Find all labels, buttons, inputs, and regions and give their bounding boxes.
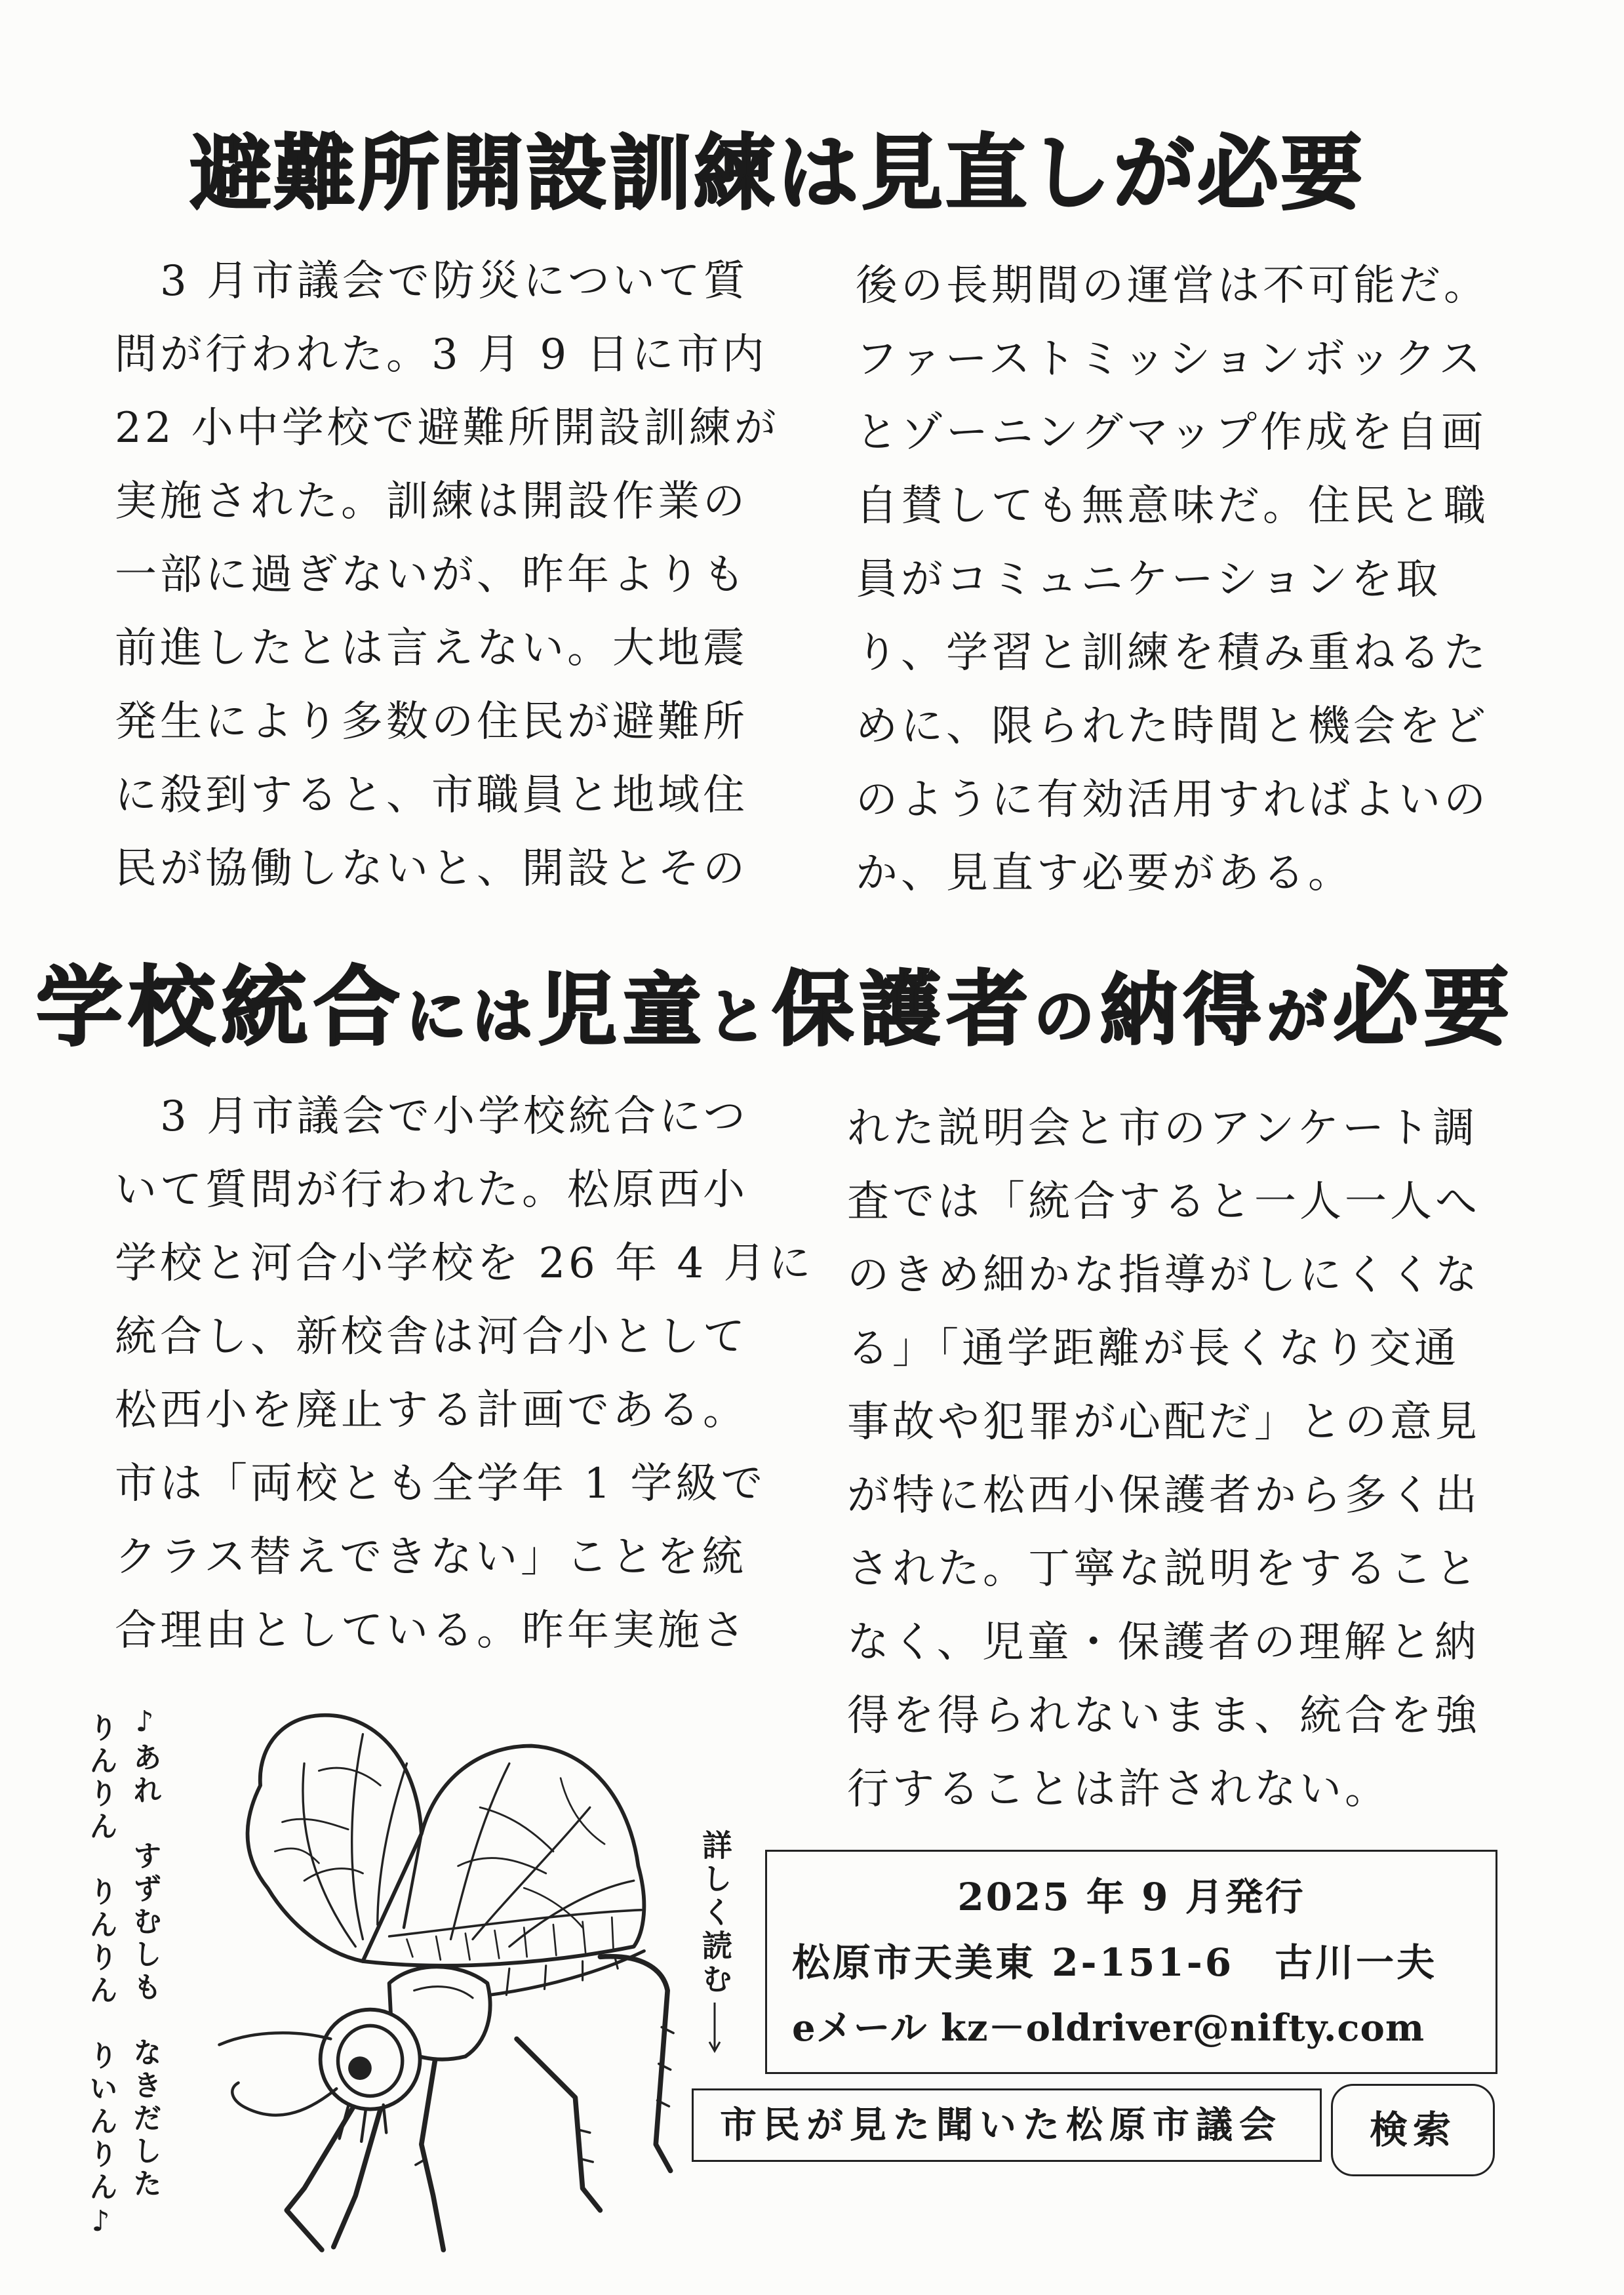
title-part: 学校統合 xyxy=(36,957,406,1058)
article-line: る」「通学距離が長くなり交通 xyxy=(847,1325,1459,1373)
bell-cricket-icon xyxy=(216,1705,685,2262)
pupil xyxy=(348,2056,372,2080)
article-line: 学校と河合小学校を 26 年 4 月に xyxy=(115,1239,814,1288)
article-line: いて質問が行われた。松原西小 xyxy=(115,1166,748,1214)
article-line: 22 小中学校で避難所開設訓練が xyxy=(115,404,780,452)
issue-date: 2025 年 9 月発行 xyxy=(957,1875,1305,1919)
article-line: 発生により多数の住民が避難所 xyxy=(115,698,748,746)
email: eメール kz－oldriver@nifty.com xyxy=(792,2006,1425,2050)
hind-leg xyxy=(517,2039,600,2210)
title-part: 必要 xyxy=(1333,958,1516,1058)
article-1-column-left xyxy=(115,245,780,906)
article-2-column-left xyxy=(115,1080,814,1667)
title-part: と xyxy=(707,983,773,1052)
search-query-box: 市民が見た聞いた松原市議会 xyxy=(692,2088,1322,2162)
article-line: のきめ細かな指導がしにくくな xyxy=(847,1251,1480,1300)
article-line: り、学習と訓練を積み重ねるた xyxy=(856,629,1489,677)
article-1-title: 避難所開設訓練は見直しが必要 xyxy=(190,127,1366,221)
article-line: とゾーニングマップ作成を自画 xyxy=(856,409,1487,457)
title-part: の xyxy=(1034,982,1101,1052)
article-line: 自賛しても無意味だ。住民と職 xyxy=(856,482,1489,530)
middle-leg xyxy=(422,2054,444,2250)
article-line: 合理由としている。昨年実施さ xyxy=(115,1606,748,1655)
article-line: ファーストミッションボックス xyxy=(856,335,1484,384)
front-leg xyxy=(287,2104,355,2250)
article-line: 前進したとは言えない。大地震 xyxy=(115,624,748,673)
article-line: 3 月市議会で小学校統合につ xyxy=(160,1092,749,1141)
song-line-1: ♪あれ すずむしも なきだした xyxy=(128,1705,161,2201)
colophon-box xyxy=(765,1850,1497,2074)
search-button: 検索 xyxy=(1331,2084,1495,2176)
article-line: が特に松西小保護者から多く出 xyxy=(847,1471,1480,1520)
article-line: 査では「統合すると一人一人へ xyxy=(847,1178,1480,1226)
arrow-down-icon xyxy=(707,2001,723,2054)
article-line: 市は「両校とも全学年 1 学級で xyxy=(115,1460,766,1508)
article-line: 3 月市議会で防災について質 xyxy=(160,257,749,306)
read-more-label: 詳しく読む xyxy=(698,1829,733,1997)
song-line-2: りんりん りんりん りいんりん♪ xyxy=(84,1713,117,2242)
article-line: された。丁寧な説明をすること xyxy=(847,1545,1480,1593)
article-line: めに、限られた時間と機会をど xyxy=(856,702,1489,751)
article-line: に殺到すると、市職員と地域住 xyxy=(115,771,748,820)
article-line: 民が協働しないと、開設とその xyxy=(115,845,748,893)
title-part: 保護者 xyxy=(772,963,1035,1057)
article-line: 問が行われた。3 月 9 日に市内 xyxy=(115,330,768,379)
title-part: 納得 xyxy=(1100,965,1267,1056)
title-part: 児童 xyxy=(538,965,708,1056)
title-part: には xyxy=(406,982,539,1052)
address-author: 松原市天美東 2-151-6 古川一夫 xyxy=(792,1940,1438,1985)
title-part: が xyxy=(1267,982,1334,1052)
article-line: なく、児童・保護者の理解と納 xyxy=(847,1618,1480,1667)
article-line: 統合し、新校舎は河合小として xyxy=(115,1313,748,1361)
article-2-column-right xyxy=(847,1092,1503,1826)
article-line: れた説明会と市のアンケート調 xyxy=(847,1104,1478,1153)
article-line: のように有効活用すればよいの xyxy=(856,776,1489,824)
antenna xyxy=(232,2083,336,2115)
article-line: 得を得られないまま、統合を強 xyxy=(847,1692,1480,1740)
article-1-column-right xyxy=(856,249,1511,910)
antenna xyxy=(219,2033,330,2045)
article-line: 後の長期間の運営は不可能だ。 xyxy=(856,262,1489,310)
article-line: 事故や犯罪が心配だ」との意見 xyxy=(847,1398,1480,1447)
article-line: クラス替えできない」ことを統 xyxy=(115,1533,747,1582)
article-line: 員がコミュニケーションを取 xyxy=(856,555,1442,604)
article-line: 実施された。訓練は開設作業の xyxy=(115,477,748,526)
article-line: 一部に過ぎないが、昨年よりも xyxy=(115,551,748,599)
article-line: 行することは許されない。 xyxy=(847,1765,1390,1814)
article-line: 松西小を廃止する計画である。 xyxy=(115,1386,748,1435)
eye xyxy=(338,2026,402,2096)
article-2-title xyxy=(36,952,1515,1064)
article-line: か、見直す必要がある。 xyxy=(856,849,1353,898)
